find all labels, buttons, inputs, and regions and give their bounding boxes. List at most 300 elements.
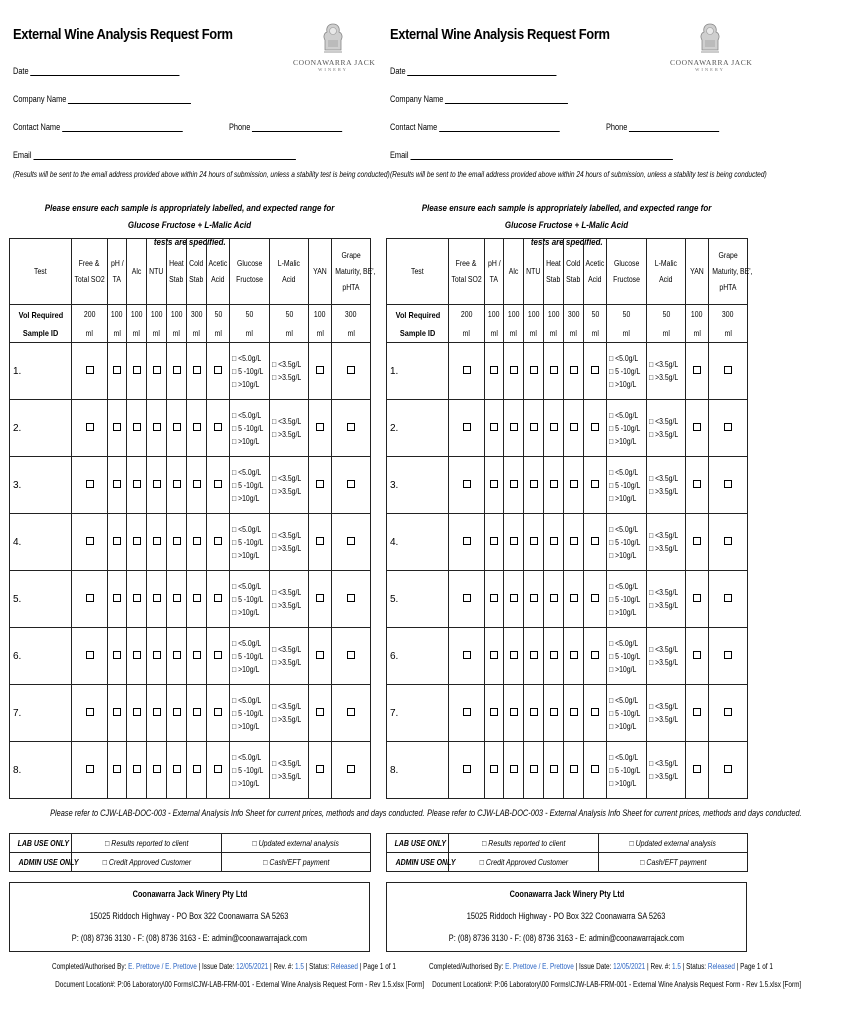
- checkbox[interactable]: [193, 765, 201, 773]
- checkbox[interactable]: [591, 594, 599, 602]
- checkbox[interactable]: [463, 594, 471, 602]
- sample-number[interactable]: 7.: [10, 685, 72, 742]
- footer-authorised: Completed/Authorised By: E. Prettove / E. Prettove | Issue Date: 12/05/2021 | Rev. #: 1.5 | Status: Released | Page 1 of 1: [428, 962, 773, 971]
- vol-value: 50: [584, 305, 607, 325]
- vol-value: 300: [709, 305, 748, 325]
- date-line[interactable]: [407, 67, 556, 76]
- glucose-fructose-options[interactable]: □ <5.0g/L □ 5 -10g/L □ >10g/L: [230, 514, 270, 571]
- phone-label: Phone: [229, 122, 251, 132]
- checkbox[interactable]: [530, 651, 538, 659]
- l-malic-options[interactable]: □ <3.5g/L □ >3.5g/L: [270, 685, 309, 742]
- checkbox[interactable]: [113, 594, 121, 602]
- email-label: Email: [13, 150, 32, 160]
- contact-name-line[interactable]: [62, 123, 183, 132]
- l-malic-options[interactable]: □ <3.5g/L □ >3.5g/L: [270, 514, 309, 571]
- company-contact: P: (08) 8736 3130 - F: (08) 8736 3163 - E: admin@coonawarrajack.com: [448, 933, 685, 943]
- glucose-fructose-options[interactable]: □ <5.0g/L □ 5 -10g/L □ >10g/L: [230, 343, 270, 400]
- checkbox[interactable]: [193, 537, 201, 545]
- test-checkbox-cell: [524, 628, 544, 685]
- checkbox[interactable]: [490, 480, 498, 488]
- checkbox[interactable]: [113, 366, 121, 374]
- checkbox[interactable]: [591, 366, 599, 374]
- checkbox[interactable]: [570, 708, 578, 716]
- cash-eft-checkbox[interactable]: □ Cash/EFT payment: [222, 853, 371, 872]
- checkbox[interactable]: [463, 480, 471, 488]
- sample-number[interactable]: 8.: [387, 742, 449, 799]
- checkbox[interactable]: [173, 708, 181, 716]
- glucose-fructose-options[interactable]: □ <5.0g/L □ 5 -10g/L □ >10g/L: [607, 628, 647, 685]
- checkbox[interactable]: [570, 594, 578, 602]
- l-malic-options[interactable]: □ <3.5g/L □ >3.5g/L: [647, 742, 686, 799]
- checkbox[interactable]: [530, 765, 538, 773]
- checkbox[interactable]: [347, 594, 355, 602]
- checkbox[interactable]: [591, 423, 599, 431]
- checkbox[interactable]: [316, 708, 324, 716]
- checkbox[interactable]: [316, 594, 324, 602]
- checkbox[interactable]: [193, 708, 201, 716]
- l-malic-options[interactable]: □ <3.5g/L □ >3.5g/L: [270, 343, 309, 400]
- credit-approved-checkbox[interactable]: □ Credit Approved Customer: [449, 853, 599, 872]
- checkbox[interactable]: [347, 765, 355, 773]
- checkbox[interactable]: [570, 366, 578, 374]
- glucose-fructose-options[interactable]: □ <5.0g/L □ 5 -10g/L □ >10g/L: [607, 571, 647, 628]
- test-checkbox-cell: [524, 685, 544, 742]
- checkbox[interactable]: [724, 423, 732, 431]
- test-checkbox-cell: [709, 742, 748, 799]
- date-label: Date: [13, 66, 29, 76]
- checkbox[interactable]: [113, 480, 121, 488]
- checkbox[interactable]: [133, 423, 141, 431]
- glucose-fructose-options[interactable]: □ <5.0g/L □ 5 -10g/L □ >10g/L: [607, 400, 647, 457]
- checkbox[interactable]: [173, 765, 181, 773]
- contact-name-field[interactable]: [13, 122, 182, 132]
- checkbox[interactable]: [724, 366, 732, 374]
- checkbox[interactable]: [214, 423, 222, 431]
- checkbox[interactable]: [173, 537, 181, 545]
- logo-sub: WINERY: [318, 67, 348, 72]
- checkbox[interactable]: [214, 594, 222, 602]
- checkbox[interactable]: [113, 708, 121, 716]
- checkbox[interactable]: [570, 651, 578, 659]
- checkbox[interactable]: [510, 594, 518, 602]
- company-info-box: [9, 882, 370, 952]
- footer-location: Document Location#: P:06 Laboratory\00 Forms\CJW-LAB-FRM-001 - External Wine Analysis Request Form - Rev 1.5.xlsx [Form]: [55, 980, 425, 989]
- checkbox[interactable]: [510, 366, 518, 374]
- checkbox[interactable]: [490, 537, 498, 545]
- test-checkbox-cell: [167, 571, 187, 628]
- glucose-fructose-options[interactable]: □ <5.0g/L □ 5 -10g/L □ >10g/L: [607, 514, 647, 571]
- checkbox[interactable]: [153, 594, 161, 602]
- sample-number[interactable]: 4.: [387, 514, 449, 571]
- test-checkbox-cell: [686, 457, 709, 514]
- l-malic-options[interactable]: □ <3.5g/L □ >3.5g/L: [270, 742, 309, 799]
- test-checkbox-cell: [686, 571, 709, 628]
- checkbox[interactable]: [530, 537, 538, 545]
- checkbox[interactable]: [153, 708, 161, 716]
- checkbox[interactable]: [173, 423, 181, 431]
- test-checkbox-cell: [108, 685, 127, 742]
- test-checkbox-cell: [72, 343, 108, 400]
- l-malic-options[interactable]: □ <3.5g/L □ >3.5g/L: [647, 400, 686, 457]
- glucose-fructose-options[interactable]: □ <5.0g/L □ 5 -10g/L □ >10g/L: [607, 685, 647, 742]
- sample-row: [10, 742, 371, 799]
- checkbox[interactable]: [463, 366, 471, 374]
- email-line[interactable]: [410, 151, 672, 160]
- checkbox[interactable]: [153, 651, 161, 659]
- contact-name-field[interactable]: [390, 122, 559, 132]
- test-checkbox-cell: [504, 571, 524, 628]
- credit-approved-checkbox[interactable]: □ Credit Approved Customer: [72, 853, 222, 872]
- checkbox[interactable]: [570, 537, 578, 545]
- unit-ml: ml: [332, 325, 371, 343]
- test-checkbox-cell: [167, 343, 187, 400]
- checkbox[interactable]: [214, 765, 222, 773]
- vol-value: 100: [309, 305, 332, 325]
- test-checkbox-cell: [485, 400, 504, 457]
- checkbox[interactable]: [173, 651, 181, 659]
- test-checkbox-cell: [309, 457, 332, 514]
- test-checkbox-cell: [147, 742, 167, 799]
- checkbox[interactable]: [550, 594, 558, 602]
- test-checkbox-cell: [72, 685, 108, 742]
- checkbox[interactable]: [347, 366, 355, 374]
- updated-external-checkbox[interactable]: □ Updated external analysis: [599, 834, 748, 853]
- l-malic-options[interactable]: □ <3.5g/L □ >3.5g/L: [270, 628, 309, 685]
- test-checkbox-cell: [332, 343, 371, 400]
- sample-number[interactable]: 1.: [387, 343, 449, 400]
- glucose-fructose-options[interactable]: □ <5.0g/L □ 5 -10g/L □ >10g/L: [230, 457, 270, 514]
- checkbox[interactable]: [591, 651, 599, 659]
- checkbox[interactable]: [463, 537, 471, 545]
- checkbox[interactable]: [153, 480, 161, 488]
- checkbox[interactable]: [510, 423, 518, 431]
- vol-value: 50: [207, 305, 230, 325]
- phone-line[interactable]: [629, 123, 719, 132]
- checkbox[interactable]: [347, 423, 355, 431]
- checkbox[interactable]: [510, 708, 518, 716]
- col-heat-stab: Heat Stab: [544, 239, 564, 305]
- refer-note: Please refer to CJW-LAB-DOC-003 - External Analysis Info Sheet for current prices, methods and days conducted.: [427, 808, 802, 818]
- checkbox[interactable]: [530, 366, 538, 374]
- checkbox[interactable]: [550, 708, 558, 716]
- phone-line[interactable]: [252, 123, 342, 132]
- footer-rev: 1.5: [295, 962, 304, 971]
- phone-field[interactable]: [606, 122, 719, 132]
- test-checkbox-cell: [504, 685, 524, 742]
- checkbox[interactable]: [133, 708, 141, 716]
- glucose-fructose-options[interactable]: □ <5.0g/L □ 5 -10g/L □ >10g/L: [230, 571, 270, 628]
- sample-number[interactable]: 2.: [10, 400, 72, 457]
- checkbox[interactable]: [193, 594, 201, 602]
- checkbox[interactable]: [463, 423, 471, 431]
- test-checkbox-cell: [449, 343, 485, 400]
- checkbox[interactable]: [550, 765, 558, 773]
- glucose-fructose-options[interactable]: □ <5.0g/L □ 5 -10g/L □ >10g/L: [607, 343, 647, 400]
- checkbox[interactable]: [591, 765, 599, 773]
- sample-number[interactable]: 6.: [387, 628, 449, 685]
- checkbox[interactable]: [193, 480, 201, 488]
- checkbox[interactable]: [86, 765, 94, 773]
- checkbox[interactable]: [550, 480, 558, 488]
- checkbox[interactable]: [530, 594, 538, 602]
- unit-ml: ml: [207, 325, 230, 343]
- l-malic-options[interactable]: □ <3.5g/L □ >3.5g/L: [270, 457, 309, 514]
- test-checkbox-cell: [207, 400, 230, 457]
- checkbox[interactable]: [724, 480, 732, 488]
- checkbox[interactable]: [113, 423, 121, 431]
- sample-number[interactable]: 5.: [10, 571, 72, 628]
- checkbox[interactable]: [510, 537, 518, 545]
- test-checkbox-cell: [332, 457, 371, 514]
- sample-row: [10, 685, 371, 742]
- test-checkbox-cell: [147, 685, 167, 742]
- checkbox[interactable]: [113, 765, 121, 773]
- test-checkbox-cell: [686, 514, 709, 571]
- company-name: Coonawarra Jack Winery Pty Ltd: [509, 889, 624, 899]
- test-checkbox-cell: [485, 343, 504, 400]
- sample-number[interactable]: 6.: [10, 628, 72, 685]
- glucose-fructose-options[interactable]: □ <5.0g/L □ 5 -10g/L □ >10g/L: [230, 400, 270, 457]
- checkbox[interactable]: [570, 423, 578, 431]
- checkbox[interactable]: [693, 366, 701, 374]
- checkbox[interactable]: [490, 423, 498, 431]
- checkbox[interactable]: [490, 651, 498, 659]
- checkbox[interactable]: [214, 366, 222, 374]
- checkbox[interactable]: [550, 423, 558, 431]
- test-checkbox-cell: [686, 685, 709, 742]
- test-checkbox-cell: [147, 400, 167, 457]
- checkbox[interactable]: [530, 480, 538, 488]
- l-malic-options[interactable]: □ <3.5g/L □ >3.5g/L: [647, 457, 686, 514]
- company-name-field[interactable]: [390, 94, 568, 104]
- checkbox[interactable]: [86, 594, 94, 602]
- checkbox[interactable]: [693, 423, 701, 431]
- l-malic-options[interactable]: □ <3.5g/L □ >3.5g/L: [647, 343, 686, 400]
- winery-crest-icon: [697, 22, 723, 56]
- checkbox[interactable]: [724, 651, 732, 659]
- checkbox[interactable]: [724, 537, 732, 545]
- checkbox[interactable]: [193, 423, 201, 431]
- date-line[interactable]: [30, 67, 179, 76]
- checkbox[interactable]: [724, 708, 732, 716]
- checkbox[interactable]: [113, 537, 121, 545]
- checkbox[interactable]: [550, 651, 558, 659]
- refer-note: Please refer to CJW-LAB-DOC-003 - External Analysis Info Sheet for current prices, methods and days conducted.: [50, 808, 425, 818]
- checkbox[interactable]: [316, 765, 324, 773]
- contact-name-line[interactable]: [439, 123, 560, 132]
- date-field[interactable]: [13, 66, 179, 76]
- checkbox[interactable]: [173, 480, 181, 488]
- test-checkbox-cell: [504, 514, 524, 571]
- checkbox[interactable]: [693, 594, 701, 602]
- test-checkbox-cell: [564, 742, 584, 799]
- checkbox[interactable]: [86, 423, 94, 431]
- test-checkbox-cell: [332, 571, 371, 628]
- glucose-fructose-options[interactable]: □ <5.0g/L □ 5 -10g/L □ >10g/L: [607, 457, 647, 514]
- checkbox[interactable]: [153, 765, 161, 773]
- checkbox[interactable]: [591, 537, 599, 545]
- sample-number[interactable]: 5.: [387, 571, 449, 628]
- sample-row: [387, 457, 748, 514]
- checkbox[interactable]: [193, 366, 201, 374]
- col-test: Test: [10, 239, 72, 305]
- checkbox[interactable]: [153, 537, 161, 545]
- checkbox[interactable]: [347, 651, 355, 659]
- sample-row: [10, 628, 371, 685]
- checkbox[interactable]: [316, 480, 324, 488]
- test-checkbox-cell: [309, 571, 332, 628]
- sample-row: [387, 685, 748, 742]
- checkbox[interactable]: [510, 651, 518, 659]
- checkbox[interactable]: [463, 708, 471, 716]
- checkbox[interactable]: [550, 537, 558, 545]
- checkbox[interactable]: [490, 594, 498, 602]
- email-field[interactable]: [390, 150, 673, 160]
- checkbox[interactable]: [173, 366, 181, 374]
- checkbox[interactable]: [693, 708, 701, 716]
- footer-authors: E. Prettove / E. Prettove: [505, 962, 574, 971]
- sample-number[interactable]: 3.: [387, 457, 449, 514]
- checkbox[interactable]: [173, 594, 181, 602]
- sample-number[interactable]: 3.: [10, 457, 72, 514]
- sample-number[interactable]: 8.: [10, 742, 72, 799]
- checkbox[interactable]: [86, 480, 94, 488]
- col-free-so2: Free & Total SO2: [449, 239, 485, 305]
- checkbox[interactable]: [490, 765, 498, 773]
- checkbox[interactable]: [570, 480, 578, 488]
- checkbox[interactable]: [214, 480, 222, 488]
- checkbox[interactable]: [133, 537, 141, 545]
- cash-eft-checkbox[interactable]: □ Cash/EFT payment: [599, 853, 748, 872]
- checkbox[interactable]: [214, 651, 222, 659]
- date-field[interactable]: [390, 66, 556, 76]
- unit-ml: ml: [607, 325, 647, 343]
- checkbox[interactable]: [347, 537, 355, 545]
- checkbox[interactable]: [724, 594, 732, 602]
- checkbox[interactable]: [86, 651, 94, 659]
- checkbox[interactable]: [214, 708, 222, 716]
- test-checkbox-cell: [709, 457, 748, 514]
- checkbox[interactable]: [133, 765, 141, 773]
- vol-value: 50: [647, 305, 686, 325]
- company-address: 15025 Riddoch Highway - PO Box 322 Coonawarra SA 5263: [467, 911, 666, 921]
- test-checkbox-cell: [584, 685, 607, 742]
- checkbox[interactable]: [693, 651, 701, 659]
- checkbox[interactable]: [510, 765, 518, 773]
- l-malic-options[interactable]: □ <3.5g/L □ >3.5g/L: [647, 685, 686, 742]
- test-checkbox-cell: [108, 457, 127, 514]
- results-reported-checkbox[interactable]: □ Results reported to client: [449, 834, 599, 853]
- checkbox[interactable]: [316, 423, 324, 431]
- test-checkbox-cell: [584, 457, 607, 514]
- l-malic-options[interactable]: □ <3.5g/L □ >3.5g/L: [647, 628, 686, 685]
- checkbox[interactable]: [86, 366, 94, 374]
- checkbox[interactable]: [693, 765, 701, 773]
- checkbox[interactable]: [591, 480, 599, 488]
- company-name-field[interactable]: [13, 94, 191, 104]
- footer-location: Document Location#: P:06 Laboratory\00 Forms\CJW-LAB-FRM-001 - External Wine Analysis Request Form - Rev 1.5.xlsx [Form]: [432, 980, 802, 989]
- sample-id-label: Sample ID: [10, 325, 72, 343]
- sample-row: [387, 400, 748, 457]
- checkbox[interactable]: [113, 651, 121, 659]
- glucose-fructose-options[interactable]: □ <5.0g/L □ 5 -10g/L □ >10g/L: [230, 628, 270, 685]
- checkbox[interactable]: [463, 651, 471, 659]
- test-checkbox-cell: [167, 514, 187, 571]
- sample-number[interactable]: 4.: [10, 514, 72, 571]
- test-checkbox-cell: [187, 742, 207, 799]
- checkbox[interactable]: [316, 537, 324, 545]
- company-name-line[interactable]: [68, 95, 191, 104]
- checkbox[interactable]: [86, 708, 94, 716]
- admin-use-row: [10, 853, 371, 872]
- test-checkbox-cell: [485, 457, 504, 514]
- checkbox[interactable]: [693, 480, 701, 488]
- sample-number[interactable]: 7.: [387, 685, 449, 742]
- unit-ml: ml: [187, 325, 207, 343]
- checkbox[interactable]: [724, 765, 732, 773]
- glucose-fructose-options[interactable]: □ <5.0g/L □ 5 -10g/L □ >10g/L: [230, 742, 270, 799]
- test-checkbox-cell: [309, 685, 332, 742]
- checkbox[interactable]: [193, 651, 201, 659]
- results-reported-checkbox[interactable]: □ Results reported to client: [72, 834, 222, 853]
- updated-external-checkbox[interactable]: □ Updated external analysis: [222, 834, 371, 853]
- checkbox[interactable]: [214, 537, 222, 545]
- checkbox[interactable]: [133, 480, 141, 488]
- test-checkbox-cell: [564, 343, 584, 400]
- email-line[interactable]: [33, 151, 295, 160]
- checkbox[interactable]: [510, 480, 518, 488]
- glucose-fructose-options[interactable]: □ <5.0g/L □ 5 -10g/L □ >10g/L: [607, 742, 647, 799]
- checkbox[interactable]: [490, 708, 498, 716]
- email-field[interactable]: [13, 150, 296, 160]
- l-malic-options[interactable]: □ <3.5g/L □ >3.5g/L: [270, 400, 309, 457]
- checkbox[interactable]: [316, 366, 324, 374]
- checkbox[interactable]: [570, 765, 578, 773]
- header-row: [10, 239, 371, 305]
- glucose-fructose-options[interactable]: □ <5.0g/L □ 5 -10g/L □ >10g/L: [230, 685, 270, 742]
- checkbox[interactable]: [693, 537, 701, 545]
- checkbox[interactable]: [316, 651, 324, 659]
- analysis-table: [386, 238, 753, 799]
- l-malic-options[interactable]: □ <3.5g/L □ >3.5g/L: [647, 514, 686, 571]
- test-checkbox-cell: [564, 400, 584, 457]
- l-malic-options[interactable]: □ <3.5g/L □ >3.5g/L: [270, 571, 309, 628]
- phone-field[interactable]: [229, 122, 342, 132]
- sample-row: [387, 628, 748, 685]
- sample-number[interactable]: 1.: [10, 343, 72, 400]
- test-checkbox-cell: [167, 685, 187, 742]
- checkbox[interactable]: [530, 708, 538, 716]
- checkbox[interactable]: [153, 366, 161, 374]
- checkbox[interactable]: [133, 651, 141, 659]
- checkbox[interactable]: [133, 366, 141, 374]
- checkbox[interactable]: [347, 708, 355, 716]
- checkbox[interactable]: [86, 537, 94, 545]
- checkbox[interactable]: [153, 423, 161, 431]
- checkbox[interactable]: [133, 594, 141, 602]
- l-malic-options[interactable]: □ <3.5g/L □ >3.5g/L: [647, 571, 686, 628]
- checkbox[interactable]: [490, 366, 498, 374]
- checkbox[interactable]: [463, 765, 471, 773]
- checkbox[interactable]: [591, 708, 599, 716]
- checkbox[interactable]: [550, 366, 558, 374]
- company-name-line[interactable]: [445, 95, 568, 104]
- sample-number[interactable]: 2.: [387, 400, 449, 457]
- unit-ml: ml: [584, 325, 607, 343]
- test-checkbox-cell: [584, 514, 607, 571]
- checkbox[interactable]: [530, 423, 538, 431]
- checkbox[interactable]: [347, 480, 355, 488]
